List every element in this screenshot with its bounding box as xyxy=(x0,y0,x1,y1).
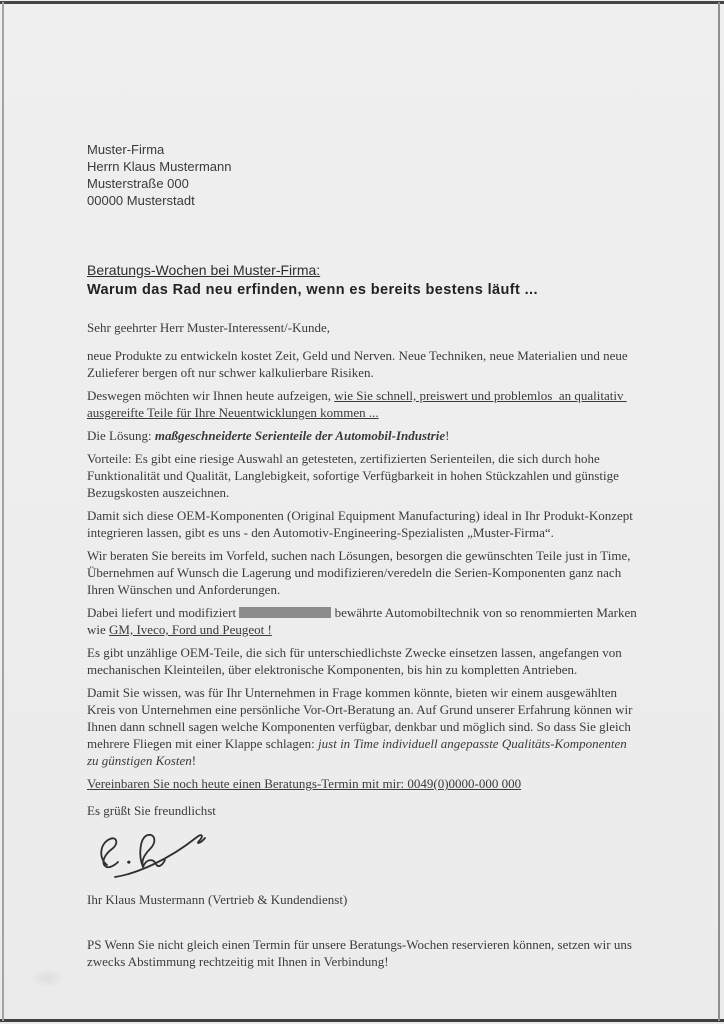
letter-headline xyxy=(87,261,640,300)
solution-exclamation: ! xyxy=(445,428,450,443)
signatory-name: Ihr Klaus Mustermann (Vertrieb & Kundendienst) xyxy=(87,892,348,907)
paragraph-brands xyxy=(87,604,640,638)
salutation: Sehr geehrter Herr Muster-Interessent/-Kunde, xyxy=(87,320,331,335)
page-frame-bottom xyxy=(0,1019,724,1022)
solution-emphasis: maßgeschneiderte Serienteile der Automobil-Industrie xyxy=(154,428,446,443)
paragraph-onsite-consulting xyxy=(87,684,640,769)
paragraph-oem-parts: Es gibt unzählige OEM-Teile, die sich für unterschiedlichste Zwecke einsetzen lassen, angefangen von mechanischen Kleinteilen, über elektronische Komponenten, bis hin zu kompletten Antrieben. xyxy=(87,645,626,677)
headline-subject: Beratungs-Wochen bei Muster-Firma: xyxy=(87,262,321,278)
paragraph-oem-components: Damit sich diese OEM-Komponenten (Original Equipment Manufacturing) ideal in Ihr Produkt-Konzept integrieren lassen, gibt es uns - den Automotiv-Engineering-Spezialisten „Muster-Firma“. xyxy=(87,508,637,540)
paragraph-advantages: Vorteile: Es gibt eine riesige Auswahl an getesteten, zertifizierten Serienteilen, die sich durch hohe Funktionalität und Qualität, Langlebigkeit, sofortige Verfügbarkeit in hohen Stückzahlen und günstige Bezugskosten auszeichnen. xyxy=(87,451,623,500)
paragraph-solution xyxy=(87,427,640,444)
paragraph-offer xyxy=(87,387,640,421)
recipient-name: Herrn Klaus Mustermann xyxy=(87,159,232,174)
call-to-action-phone: Vereinbaren Sie noch heute einen Beratungs-Termin mit mir: 0049(0)0000-000 000 xyxy=(87,776,522,791)
recipient-company: Muster-Firma xyxy=(87,142,165,157)
brands-text-pre: Dabei liefert und modifiziert xyxy=(87,605,240,620)
recipient-city: 00000 Musterstadt xyxy=(87,193,195,208)
redacted-company-name xyxy=(239,607,331,618)
paragraph-risks: neue Produkte zu entwickeln kostet Zeit, Geld und Nerven. Neue Techniken, neue Materialien und neue Zulieferer bergen oft nur schwer kalkulierbare Risiken. xyxy=(87,348,631,380)
headline-slogan: Warum das Rad neu erfinden, wenn es bereits bestens läuft ... xyxy=(87,282,538,298)
signature-scribble-graphic xyxy=(91,825,221,887)
brands-list-underlined: GM, Iveco, Ford und Peugeot ! xyxy=(109,622,272,637)
closing-greeting: Es grüßt Sie freundlichst xyxy=(87,803,216,818)
scan-artifact-watermark xyxy=(30,968,64,988)
onsite-exclamation: ! xyxy=(191,753,197,768)
recipient-address-block xyxy=(87,141,640,209)
onsite-text: Damit Sie wissen, was für Ihr Unternehmen in Frage kommen könnte, bieten wir einem ausgewählten Kreis von Unternehmen eine persönliche Vor-Ort-Beratung an. Auf Grund unserer Erfahrung können wir Ihnen dann schnell sagen welche Komponenten verfügbar, denkbar und möglich sind. So dass Sie gleich mehrere Fliegen mit einer Klappe schlagen: xyxy=(87,685,636,751)
offer-underlined-text: wie Sie schnell, preiswert und problemlos an qualitativ ausgereifte Teile für Ihre Neuentwicklungen kommen ... xyxy=(87,388,627,420)
postscript: PS Wenn Sie nicht gleich einen Termin für unsere Beratungs-Wochen reservieren können, setzen wir uns zwecks Abstimmung rechtzeitig mit Ihnen in Verbindung! xyxy=(87,937,636,969)
solution-label: Die Lösung: xyxy=(87,428,155,443)
recipient-street: Musterstraße 000 xyxy=(87,176,189,191)
handwritten-signature xyxy=(91,825,640,887)
paragraph-consulting: Wir beraten Sie bereits im Vorfeld, suchen nach Lösungen, besorgen die gewünschten Teile just in Time, Übernehmen auf Wunsch die Lagerung und modifizieren/veredeln die Serien-Komponenten ganz nach Ihren Wünschen und Anforderungen. xyxy=(87,548,634,597)
offer-text: Deswegen möchten wir Ihnen heute aufzeigen, xyxy=(87,388,335,403)
onsite-italic-text: just in Time individuell angepasste Qualitäts-Komponenten zu günstigen Kosten xyxy=(87,736,631,768)
brands-text-mid: bewährte Automobiltechnik von so renommierten Marken wie xyxy=(87,605,641,637)
